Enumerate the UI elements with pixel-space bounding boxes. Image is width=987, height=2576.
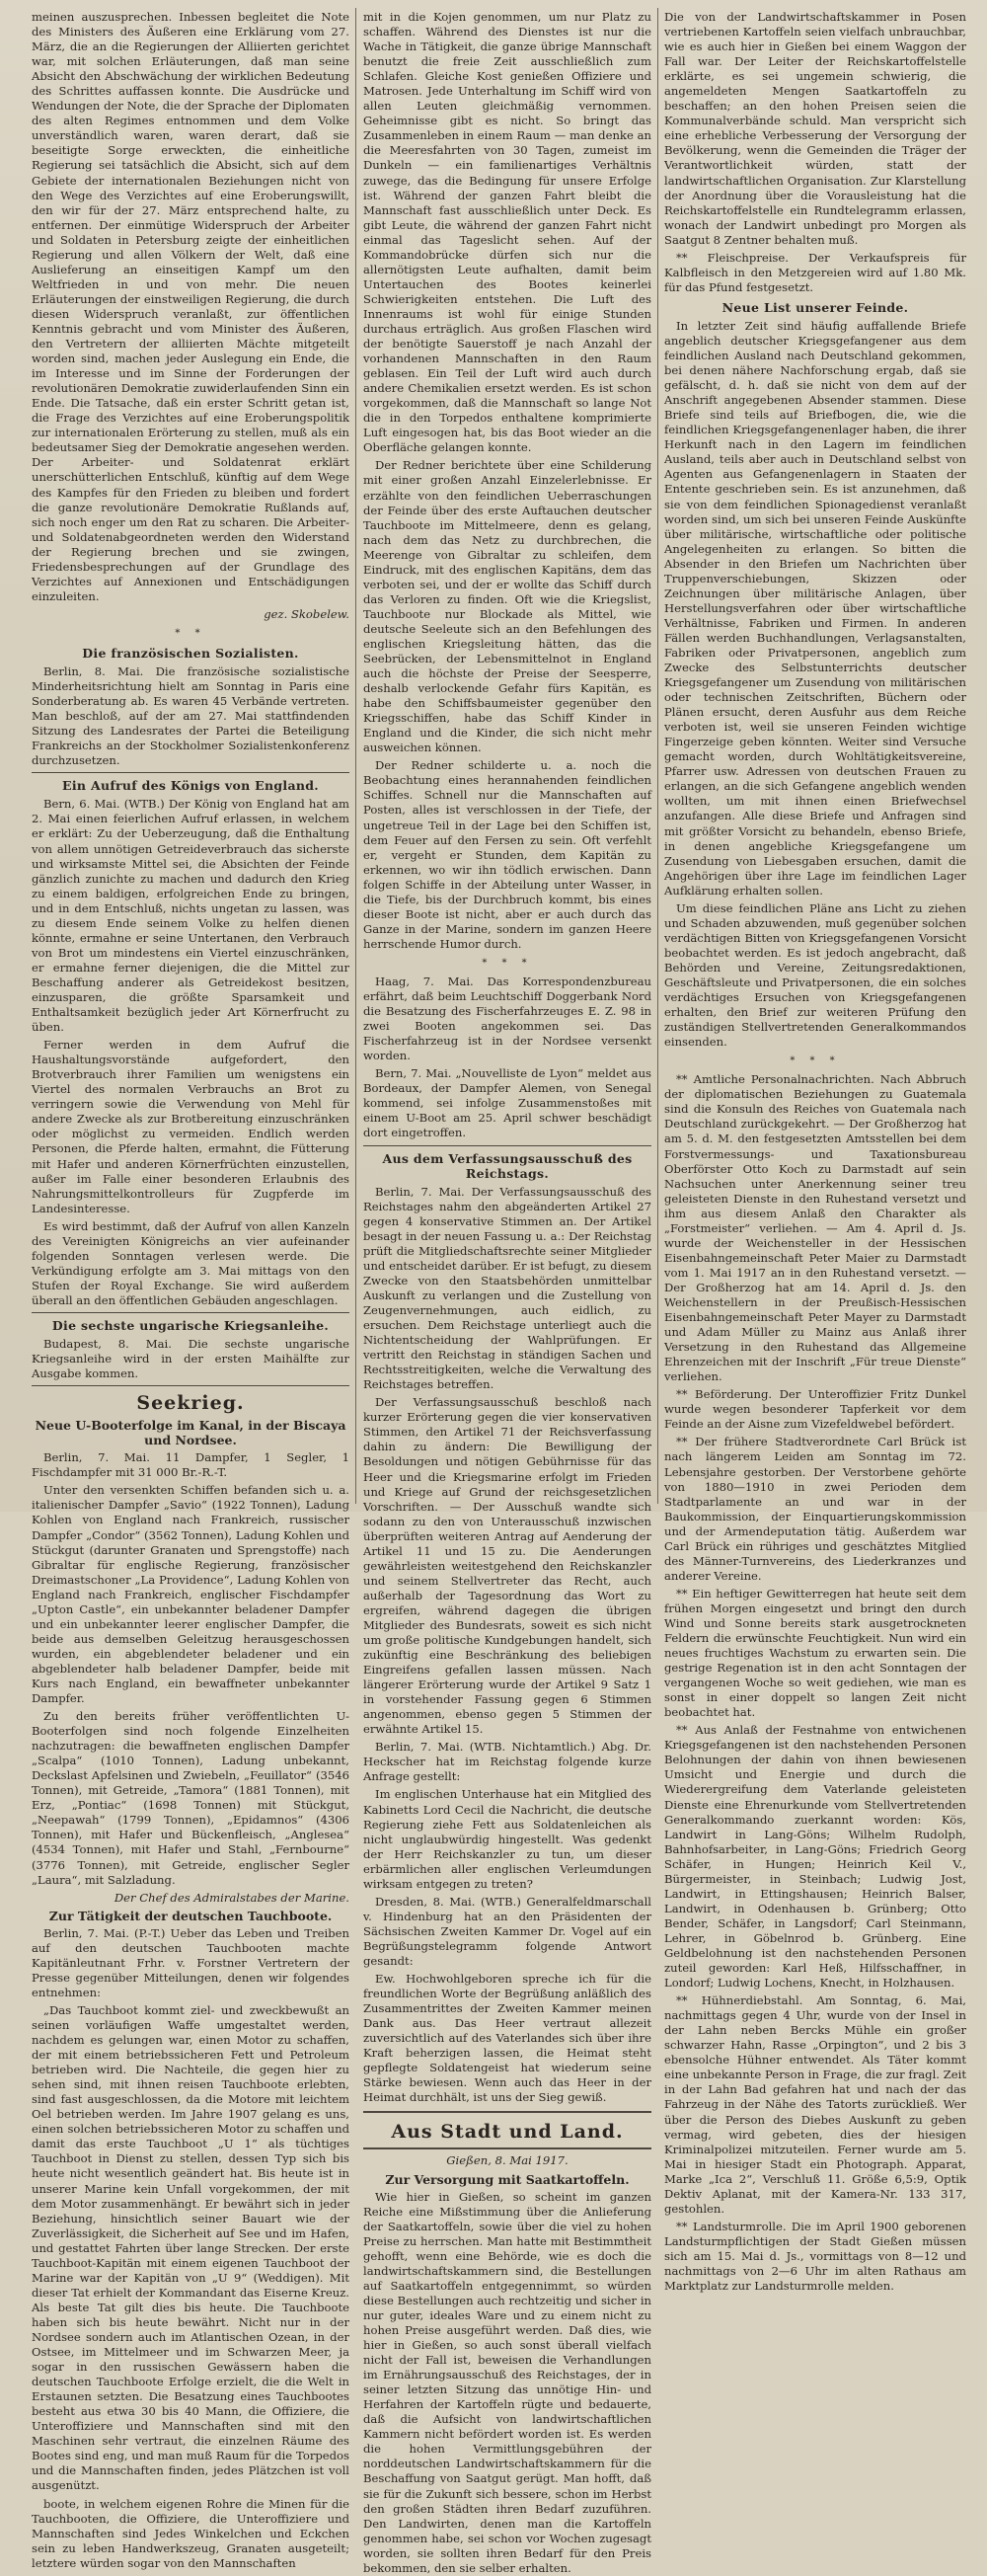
divider (32, 772, 349, 773)
section-box (363, 2111, 651, 2149)
article-text: Dresden, 8. Mai. (WTB.) Generalfeldmarschall v. Hindenburg hat an den Präsidenten der Sächsischen Zweiten Kammer Dr. Vogel auf ein Begrüßungstelegramm folgende Antwort gesandt: (363, 1894, 651, 1968)
article-text: ** Hühnerdiebstahl. Am Sonntag, 6. Mai, nachmittags gegen 4 Uhr, wurde von der Insel in der Lahn neben Bercks Mühle ein großer schwarzer Hahn, Rasse „Orpington“, und 2 bis 3 ebensolche Hühner entwendet. Als Täter kommt eine unbekannte Person in Frage, die zur fragl. Zeit in der Lahn Bad gefahren hat und nach der das Fahrzeug in der Nähe des Tatorts zurückließ. Wer über die Person des Diebes Auskunft zu geben vermag, wird gebeten, dies der hiesigen Kriminalpolizei mitzuteilen. Ferner wurde am 5. Mai in hiesiger Stadt ein Photograph. Apparat, Marke „Ica 2“, Verschluß 11. Größe 6,5:9, Optik Dektiv Aplanat, mit der Kamera-Nr. 133 317, gestohlen. (664, 1993, 966, 2216)
article-text: ** Fleischpreise. Der Verkaufspreis für Kalbfleisch in den Metzgereien wird auf 1.80 Mk. für das Pfund festgesetzt. (664, 250, 966, 294)
separator-stars: * * * (790, 1055, 841, 1067)
article-text: Ew. Hochwohlgeboren spreche ich für die freundlichen Worte der Begrüßung anläßlich des Zusammentrittes der Zweiten Kammer meinen Dank aus. Das Heer vertraut allezeit zuversichtlich auf des Vaterlandes sich über ihre Kraft beherzigen lassen, die Heimat steht gepflegte Soldatengeist hat wiederum seine Stärke bewiesen. Wenn auch das Heer in der Heimat durchhält, ist uns der Sieg gewiß. (363, 1972, 651, 2105)
article-text: Berlin, 7. Mai. Der Verfassungsausschuß des Reichstages nahm den abgeänderten Artikel 27 gegen 4 konservative Stimmen an. Der Artikel besagt in der neuen Fassung u. a.: Der Reichstag prüft die Mitgliedschaftsrechte seiner Mitglieder und entscheidet darüber. Er ist befugt, zu diesem Zwecke von den Staatsbehörden unmittelbar Auskunft zu verlangen und die Zustellung von Zeugenvernehmungen, auch eidlich, zu ersuchen. Dem Reichstage unterliegt auch die Nichtentscheidung der Wahlprüfungen. Er vertritt den Reichstag in ständigen Sachen und Rechtsstreitigkeiten, welche die Verwaltung des Reichstages betreffen. (363, 1184, 651, 1392)
article-text: ** Aus Anlaß der Festnahme von entwichenen Kriegsgefangenen ist den nachstehenden Personen Belohnungen der dahin von ihnen bewiesenen Umsicht und Energie und durch die Wiederergreifung dem Vaterlande geleisteten Dienste eine Ehrenurkunde vom Stellvertretenden Generalkommando zuerkannt worden: Kös, Landwirt in Lang-Göns; Wilhelm Rudolph, Bahnhofsarbeiter, in Lang-Göns; Friedrich Georg Schäfer, in Hungen; Heinrich Keil V., Bürgermeister, in Steinbach; Ludwig Jost, Landwirt, in Ettingshausen; Heinrich Balser, Landwirt, in Odenhausen b. Grünberg; Otto Bender, Schäfer, in Langsdorf; Carl Steinmann, Lehrer, in Göbelnrod b. Grünberg. Eine Geldbelohnung ist den nachstehenden Personen zuteil geworden: Karl Heß, Hilfsschaffner, in Londorf; Ludwig Lochens, Knecht, in Holzhausen. (664, 1723, 966, 1991)
article-text: Im englischen Unterhause hat ein Mitglied des Kabinetts Lord Cecil die Nachricht, die deutsche Regierung ziehe Fett aus Soldatenleichen als nicht unglaubwürdig hingestellt. Was gedenkt der Herr Reichskanzler zu tun, um dieser erbärmlichen aller englischen Verleumdungen wirksam entgegen zu treten? (363, 1787, 651, 1891)
article-text: ** Ein heftiger Gewitterregen hat heute seit dem frühen Morgen eingesetzt und bringt den durch Wind und Sonne bereits stark ausgetrockneten Feldern die erwünschte Feuchtigkeit. Nun wird ein neues fruchtiges Wachstum zu erwarten sein. Die gestrige Regenation ist in den acht Sonntagen der vergangenen Woche so weit gediehen, wie man es sonst in einer doppelt so langen Zeit nicht beobachtet hat. (664, 1586, 966, 1720)
article-text: Budapest, 8. Mai. Die sechste ungarische Kriegsanleihe wird in der ersten Maihälfte zur Ausgabe kommen. (32, 1337, 349, 1381)
article-text: „Das Tauchboot kommt ziel- und zweckbewußt an seinen vorläufigen Waffe umgestaltet werden, nachdem es gelungen war, einen Motor zu schaffen, der mit einem betriebssicheren Fett und Petroleum betrieben wird. Die Nachteile, die gegen hier zu sehen sind, mit ihnen reisen Tauchboote erlebten, sind fast ausgeschlossen, da die Motore mit leichtem Oel betrieben werden. Im Jahre 1907 gelang es uns, einen solchen betriebssicheren Motor zu schaffen und damit das erste Tauchboot „U 1“ als tüchtiges Tauchboot in Dienst zu stellen, dessen Typ sich bis heute nicht wesentlich geändert hat. Bis heute ist in unserer Marine kein Unfall vorgekommen, der mit dem Motor zusammenhängt. Er bewährt sich in jeder Beziehung, hinsichtlich seiner Bauart wie der Zuverlässigkeit, die Sicherheit auf See und im Hafen, und gestattet Fahrten über lange Strecken. Der erste Tauchboot-Kapitän mit einem eigenen Tauchboot der Marine war der Kapitän von „U 9“ (Weddigen). Mit dieser Tat erhielt der Kommandant das Eiserne Kreuz. Als beste Tat gilt dies bis heute. Die Tauchboote haben sich bis heute bewährt. Nicht nur in der Nordsee sondern auch im Atlantischen Ozean, in der Ostsee, im Mittelmeer und im Schwarzen Meer, ja sogar in den russischen Gewässern haben die deutschen Tauchboote Erfolge erzielt, die die Welt in Erstaunen setzten. Die Besatzung eines Tauchbootes besteht aus etwa 30 bis 40 Mann, die Offiziere, die Unteroffiziere und Mannschaften sind mit den Maschinen sehr vertraut, die einzelnen Räume des Bootes sind eng, und man muß Raum für die Torpedos und die Mannschaften finden, jedes Plätzchen ist voll ausgenützt. (32, 2002, 349, 2493)
article-text: meinen auszusprechen. Inbessen begleitet die Note des Ministers des Äußeren eine Erklärung vom 27. März, die an die Regierungen der Alliierten gerichtet war, mit solchen Erläuterungen, daß man seine Absicht den Abschwächung der wirklichen Bedeutung des Schrittes auffassen konnte. Die Ausdrücke und Wendungen der Note, die der Sprache der Diplomaten des alten Regimes entnommen und dem Volke unverständlich waren, waren derart, daß sie beseitigte Sorge erweckten, die einheitliche Regierung sei tatsächlich die Absicht, sich auf dem Gebiete der internationalen Beziehungen nicht von den Wege des Verzichtes auf eine Eroberungswillt, den wir für der 27. März entsprechend halte, zu entfernen. Der einmütige Widerspruch der Arbeiter und Soldaten in Petersburg zeigte der einheitlichen Regierung und allen Völkern der Welt, daß eine Auslieferung an einseitigen Kampf um den Weltfrieden in und von mehr. Die neuen Erläuterungen der einstweiligen Regierung, die durch diesen Widerspruch veranlaßt, zur öffentlichen Kenntnis gebracht und vom Minister des Äußeren, den Vertretern der alliierten Mächte mitgeteilt worden sind, machen jeder Auslegung ein Ende, die im Interesse und im Sinne der Forderungen der revolutionären Demokratie zuwiderlaufenden Sinn ein Ende. Die Tatsache, daß ein erster Schritt getan ist, die Frage des Verzichtes auf eine Eroberungspolitik zur internationalen Erörterung zu stellen, muß als ein bedeutsamer Sieg der Demokratie angesehen werden. Der Arbeiter- und Soldatenrat erklärt unerschütterlichen Entschluß, künftig auf dem Wege des Kampfes für den Frieden zu bleiben und fordert die ganze revolutionäre Demokratie Rußlands auf, sich noch enger um den Rat zu scharen. Die Arbeiter- und Soldatenabgeordneten werden den Widerstand der Regierung brechen und sie zwingen, Friedensbesprechungen auf der Grundlage des Verzichtes auf Annexionen und Entschädigungen einzuleiten. (32, 10, 349, 603)
column-divider (355, 8, 356, 1504)
column-3 (664, 10, 966, 2294)
article-text: Der Redner schilderte u. a. noch die Beobachtung eines herannahenden feindlichen Schiffes. Schnell nur die Mannschaften auf Posten, alles ist verschlossen in der Tiefe, der ungetreue Teil in der Lage bei den Schiffen ist, dem Feuer auf den Fersen zu sein. Oft verfehlt er, vergeht er Stunden, dem Kapitän zu erkennen, wo wir ihn tödlich erwischen. Dann folgen Schiffe in der Abteilung unter Wasser, in die Tiefe, bis der Durchbruch kommt, bis eines dieser Boote ist nicht, aber er auch durch das Ganze in der Marine, sondern im ganzen Heere herrschende Humor durch. (363, 758, 651, 951)
article-text: Berlin, 7. Mai. (WTB. Nichtamtlich.) Abg. Dr. Heckscher hat im Reichstag folgende kurze Anfrage gestellt: (363, 1740, 651, 1784)
separator-stars: * * * (482, 957, 533, 969)
article-text: Ferner werden in dem Aufruf die Haushaltungsvorstände aufgefordert, den Brotverbrauch ihrer Familien um wenigstens ein Viertel des normalen Verbrauchs an Brot zu verringern sowie die Verwendung von Mehl für andere Zwecke als zur Brotbereitung einzuschränken oder möglichst zu vermeiden. Endlich werden Personen, die Pferde halten, ermahnt, die Fütterung mit Hafer und anderen Körnerfrüchten einzustellen, außer im Falle einer besonderen Erlaubnis des Nahrungsmittelkontrolleurs für Zugpferde im Landesinteresse. (32, 1038, 349, 1215)
article-text: Wie hier in Gießen, so scheint im ganzen Reiche eine Mißstimmung über die Anlieferung der Saatkartoffeln, sowie über die viel zu hohen Preise zu herrschen. Man hatte mit Bestimmtheit gehofft, wenn eine Behörde, wie es doch die landwirtschaftskammern sind, die Bestellungen auf Saatkartoffeln entgegennimmt, so würden diese Bestellungen auch rechtzeitig und sicher in nur guter, ideales Ware und zu einem nicht zu hohen Preise ausgeführt werden. Daß dies, wie hier in Gießen, so auch sonst überall vielfach nicht der Fall ist, beweisen die Verhandlungen im Ernährungsausschuß des Reichstages, der in seiner letzten Sitzung das unnötige Hin- und Herfahren der Kartoffeln rügte und bedauerte, daß die Aufsicht von landwirtschaftlichen Kammern nicht befördert worden ist. Es werden die hohen Vermittlungsgebühren der norddeutschen Landwirtschaftskammern für die Beschaffung von Saatgut gerügt. Man hofft, daß sie für die Zukunft sich bessere, schon im Herbst den großen Städten ihren Bedarf zuzuführen. Den Landwirten, denen man die Kartoffeln genommen habe, sei schon vor Wochen zugesagt worden, sie sollten ihren Bedarf für den Preis bekommen, den sie selber erhalten. (363, 2189, 651, 2575)
headline: Neue List unserer Feinde. (721, 299, 909, 315)
article-text: ** Landsturmrolle. Die im April 1900 geborenen Landsturmpflichtigen der Stadt Gießen müssen sich am 15. Mai d. Js., vormittags von 8—12 und nachmittags von 2—6 Uhr im alten Rathaus am Marktplatz zur Landsturmrolle melden. (664, 2219, 966, 2294)
article-text: ** Beförderung. Der Unteroffizier Fritz Dunkel wurde wegen besonderer Tapferkeit vor dem Feinde an der Aisne zum Vizefeldwebel befördert. (664, 1387, 966, 1432)
article-text: Die von der Landwirtschaftskammer in Posen vertriebenen Kartoffeln seien vielfach unbrauchbar, wie es auch hier in Gießen bei einem Waggon der Fall war. Der Leiter der Reichskartoffelstelle erklärte, es sei ungemein schwierig, die angemeldeten Mengen Saatkartoffeln zu beschaffen; an den hohen Preisen seien die Kommunalverbände schuld. Man verspricht sich eine erhebliche Verbesserung der Versorgung der Bevölkerung, wenn die Gemeinden die Träger der Verantwortlichkeit würden, statt der landwirtschaftlichen Organisation. Zur Klarstellung der Anordnung über die Vorausleistung hat die Reichskartoffelstelle ein Rundtelegramm erlassen, wonach der Landwirt unbedingt pro Morgen als Saatgut 8 Zentner behalten muß. (664, 10, 966, 247)
article-text: Berlin, 7. Mai. (P.-T.) Ueber das Leben und Treiben auf den deutschen Tauchbooten machte Kapitänleutnant Frhr. v. Forstner Vertretern der Presse gegenüber Mitteilungen, denen wir folgendes entnehmen: (32, 1925, 349, 1999)
headline: Die französischen Sozialisten. (82, 645, 299, 661)
article-text: ** Amtliche Personalnachrichten. Nach Abbruch der diplomatischen Beziehungen zu Guatemala sind die Konsuln des Reiches von Guatemala nach Deutschland zurückgekehrt. — Der Großherzog hat am 5. d. M. den festgesetzten Amtsstellen bei dem Forstvermessungs- und Taxationsbureau Oberförster Otto Koch zu Darmstadt auf sein Nachsuchen unter Anerkennung seiner treu geleisteten Dienste in den Ruhestand versetzt und ihm aus diesem Anlaß den Charakter als „Forstmeister“ verliehen. — Am 4. April d. Js. wurde der Weichensteller in der Hessischen Eisenbahngemeinschaft Peter Maier zu Darmstadt vom 1. Mai 1917 an in den Ruhestand versetzt. — Der Großherzog hat am 14. April d. Js. den Weichenstellern in der Preußisch-Hessischen Eisenbahngemeinschaft Peter Mayer zu Darmstadt und Adam Müller zu Mainz aus Anlaß ihrer Versetzung in den Ruhestand das Allgemeine Ehrenzeichen mit der Inschrift „Für treue Dienste“ verliehen. (664, 1072, 966, 1384)
signature: gez. Skobelew. (264, 606, 349, 621)
headline: Ein Aufruf des Königs von England. (62, 778, 319, 794)
headline: Die sechste ungarische Kriegsanleihe. (51, 1317, 330, 1333)
article-text: ** Der frühere Stadtverordnete Carl Brück ist nach längerem Leiden am Sonntag im 72. Lebensjahre gestorben. Der Verstorbene gehörte von 1880—1910 in zwei Perioden dem Stadtparlamente an und war in der Baukommission, der Einquartierungskommission und der Armendeputation tätig. Außerdem war Carl Brück ein rühriges und geschätztes Mitglied des Männer-Turnvereins, des Liederkranzes und anderer Vereine. (664, 1435, 966, 1583)
separator-stars: * * (175, 627, 206, 639)
column-divider (657, 8, 658, 1504)
divider (32, 1312, 349, 1313)
headline: Aus dem Verfassungsausschuß des Reichstags. (382, 1150, 633, 1181)
article-text: Um diese feindlichen Pläne ans Licht zu ziehen und Schaden abzuwenden, muß gegenüber solchen verdächtigen Bitten von Kriegsgefangenen Vorsicht beobachtet werden. Es ist jedoch angebracht, daß Behörden und Vereine, Zeitungsredaktionen, Geschäftsleute und Privatpersonen, die ein solches verdächtiges Ersuchen von Kriegsgefangenen erhalten, den Brief zur weiteren Prüfung den zuständigen Stellvertretenden Generalkommandos einsenden. (664, 900, 966, 1050)
headline: Zur Tätigkeit der deutschen Tauchboote. (48, 1908, 333, 1923)
article-text: mit in die Kojen genommen, um nur Platz zu schaffen. Während des Dienstes ist nur die Wache in Tätigkeit, die ganze übrige Mannschaft benutzt die freie Zeit ausschließlich zum Schlafen. Gleiche Kost genießen Offiziere und Matrosen. Jede Unterhaltung im Schiff wird von allen Leuten gleichmäßig vernommen. Geheimnisse gibt es nicht. So bringt das Zusammenleben in einem Raum — man denke an die Meeresfahrten von 30 Tagen, zumeist im Dunkeln — ein familienartiges Verhältnis zuwege, das die Bedingung für unsere Erfolge ist. Während der ganzen Fahrt bleibt die Mannschaft fast ausschließlich unter Deck. Es gibt Leute, die während der ganzen Fahrt nicht einmal das Tageslicht sehen. Auf der Kommandobrücke dürfen sich nur die allernötigsten Leute aufhalten, damit beim Untertauchen des Bootes keinerlei Schwierigkeiten entstehen. Die Luft des Innenraums ist wohl für einige Stunden durchaus erträglich. Aus großen Flaschen wird der benötigte Sauerstoff je nach Anzahl der vorhandenen Mannschaften in den Raum geblasen. Ein Teil der Luft wird auch durch andere Chemikalien ersetzt werden. Es ist schon vorgekommen, daß die Mannschaft so lange Not die in den Torpedos enthaltene komprimierte Luft eingesogen hat, bis das Boot wieder an die Oberfläche gelangen konnte. (363, 10, 651, 455)
article-text: In letzter Zeit sind häufig auffallende Briefe angeblich deutscher Kriegsgefangener aus dem feindlichen Ausland nach Deutschland gekommen, bei denen nähere Nachforschung ergab, daß sie gefälscht, d. h. daß sie nicht von dem auf der Anschrift angegebenen Absender stammen. Diese Briefe sind teils auf Briefbogen, die, wie die feindlichen Kriegsgefangenenlager haben, die ihrer Herkunft nach in den Lagern im feindlichen Ausland, teils aber auch in Deutschland selbst von Agenten aus Gefangenenlagern in Staaten der Entente geschrieben sein. Es ist anzunehmen, daß sie von dem feindlichen Spionagedienst veranlaßt worden sind, um sich bei unseren Feinde Auskünfte über militärische, wirtschaftliche oder politische Angelegenheiten zu erlangen. So bitten die Absender in den Briefen um Nachrichten über Truppenverschiebungen, Skizzen oder Zeichnungen über militärische Anlagen, über Herstellungsverfahren oder über wirtschaftliche Verhältnisse, Fabriken und Firmen. In anderen Fällen werden Buchhandlungen, Verlagsanstalten, Fabriken oder Privatpersonen, angeblich zum Zwecke des Selbstunterrichts deutscher Kriegsgefangener um Zusendung von militärischen oder technischen Zeitschriften, Büchern oder Plänen ersucht, deren Ausfuhr aus dem Reiche verboten ist, weil sie unseren Feinden wichtige Fingerzeige geben könnten. Weiter sind Versuche gemacht worden, durch Wohltätigkeitsvereine, Pfarrer usw. Adressen von deutschen Frauen zu erlangen, an die sich Gefangene angeblich wenden wollten, um mit ihnen einen Briefwechsel anzufangen. Alle diese Briefe und Anfragen sind mit größter Vorsicht zu behandeln, ebenso Briefe, in denen angebliche Kriegsgefangene um Zusendung von Liebesgaben ersuchen, damit die Angehörigen über ihre Lage im feindlichen Lager Aufklärung erhalten sollen. (664, 318, 966, 898)
article-text: Unter den versenkten Schiffen befanden sich u. a. italienischer Dampfer „Savio“ (1922 Tonnen), Ladung Kohlen von England nach Frankreich, russischer Dampfer „Condor“ (3562 Tonnen), Ladung Kohlen und Stückgut (darunter Granaten und Sprengstoffe) nach Gibraltar für englische Regierung, französischer Dreimastschoner „La Providence“, Ladung Kohlen von England nach Frankreich, englischer Fischdampfer „Upton Castle“, ein unbekannter beladener Dampfer und ein unbekannter leerer englischer Dampfer, die beide aus demselben Geleitzug herausgeschossen wurden, ein abgeblendeter beladener und ein abgeblendeter halb beladener Dampfer, beide mit Kurs nach England, ein bewaffneter unbekannter Dampfer. (32, 1483, 349, 1706)
article-text: Zu den bereits früher veröffentlichten U-Booterfolgen sind noch folgende Einzelheiten nachzutragen: die bewaffneten englischen Dampfer „Scalpa“ (1010 Tonnen), Ladung unbekannt, Deckslast Apfelsinen und Zwiebeln, „Feuillator“ (3546 Tonnen), mit Getreide, „Tamora“ (1881 Tonnen), mit Erz, „Pontiac“ (1698 Tonnen) mit Stückgut, „Neepawah“ (1799 Tonnen), „Epidamnos“ (4306 Tonnen), mit Hafer und Bückenfleisch, „Anglesea“ (4534 Tonnen), mit Hafer und Stahl, „Fernbourne“ (3776 Tonnen), mit Getreide, englischer Segler „Laura“, mit Salzladung. (32, 1709, 349, 1887)
article-text: boote, in welchem eigenen Rohre die Minen für die Tauchbooten, die Offiziere, die Unteroffiziere und Mannschaften sind Jedes Winkelchen und Eckchen sein zu leben Handwerkszeug, Granaten ausgeteilt; letztere würden sogar von den Mannschaften (32, 2496, 349, 2570)
article-text: Berlin, 8. Mai. Die französische sozialistische Minderheitsrichtung hielt am Sonntag in Paris eine Sonderberatung ab. Es waren 45 Verbände vertreten. Man beschloß, auf der am 27. Mai stattfindenden Sitzung des Landesrates der Partei die Beteiligung Frankreichs an der Stockholmer Sozialistenkonferenz durchzusetzen. (32, 664, 349, 768)
article-text: Bern, 6. Mai. (WTB.) Der König von England hat am 2. Mai einen feierlichen Aufruf erlassen, in welchem er erklärt: Zu der Ueberzeugung, daß die Enthaltung von allem unnötigen Getreideverbrauch das sicherste und wirksamste Mittel sei, die Absichten der Feinde gänzlich zunichte zu machen und dadurch den Krieg zu einem baldigen, erfolgreichen Ende zu bringen, und in dem Entschluß, nichts ungetan zu lassen, was zu diesem Ende seinem Volke zu helfen dienen könnte, ermahne er seine Untertanen, den Verbrauch von Brot um mindestens ein Viertel einzuschränken, er ermahne ferner diejenigen, die die Mittel zur Beschaffung anderer als Getreidekost besitzen, einzusparen, die größte Sparsamkeit und Enthaltsamkeit bezüglich jeder Art Körnerfrucht zu üben. (32, 797, 349, 1035)
signature: Der Chef des Admiralstabes der Marine. (114, 1890, 349, 1905)
column-1 (32, 10, 349, 2570)
divider (32, 1385, 349, 1386)
article-text: Der Verfassungsausschuß beschloß nach kurzer Erörterung gegen die vier konservativen Stimmen, den Artikel 71 der Reichsverfassung dahin zu ändern: Die Bewilligung der Besoldungen und nötigen Gebührnisse für das Heer und die Kriegsmarine erfolgt im Frieden und Kriege auf Grund der reichsgesetzlichen Vorschriften. — Der Ausschuß wandte sich sodann zu den von Unterausschuß inzwischen überprüften weiteren Antrag auf Aenderung der Artikel 11 und 15 zu. Die Aenderungen gewährleisten weitestgehend den Reichskanzler und seinem Stellvertreter das Recht, auch außerhalb der Tagesordnung das Wort zu ergreifen, während dagegen die übrigen Mitglieder des Bundesrats, soweit es sich nicht um große politische Kundgebungen handelt, sich zukünftig eine Beschränkung des beliebigen Eingreifens gefallen lassen müssen. Nach längerer Erörterung wurde der Artikel 9 Satz 1 in vorstehender Fassung gegen 6 Stimmen angenommen, ebenso gegen 5 Stimmen der erwähnte Artikel 15. (363, 1395, 651, 1737)
headline: Zur Versorgung mit Saatkartoffeln. (385, 2171, 630, 2187)
article-text: Der Redner berichtete über eine Schilderung mit einer großen Anzahl Einzelerlebnisse. Er erzählte von den feindlichen Ueberraschungen der Feinde über des erste Auftauchen deutscher Tauchboote im Mittelmeere, denn es gelang, nach dem das Netz zu durchbrechen, die Meerenge von Gibraltar zu schleifen, dem Eindruck, mit des englischen Kapitäns, dem das verboten sei, und der er wollte das Schiff durch das Verloren zu finden. Oft wie die Kriegslist, Tauchboote nur Blockade als Mittel, wie deutsche Seeleute sich an den Befehlungen des englischen Kriegsleitung hätten, das die Seebrücken, der Lebensmittelnot in England auch die höchste der Preise der Seesperre, deshalb verlockende Gefahr fürs Kapitän, es habe den Schiffsbaumeister gegenüber den Kriegsschiffen, habe das Schiff Kinder in England und die Kinder, die sich nicht mehr ausweichen können. (363, 458, 651, 755)
headline: Neue U-Booterfolge im Kanal, in der Biscaya und Nordsee. (35, 1418, 346, 1448)
article-text: Berlin, 7. Mai. 11 Dampfer, 1 Segler, 1 Fischdampfer mit 31 000 Br.-R.-T. (32, 1450, 349, 1480)
divider (363, 1145, 651, 1146)
column-2 (363, 10, 651, 2575)
article-text: Es wird bestimmt, daß der Aufruf von allen Kanzeln des Vereinigten Königreichs an vier aufeinander folgenden Sonntagen verlesen werde. Die Verkündigung erfolgte am 3. Mai mittags von den Stufen der Royal Exchange. Sie wird außerdem überall an den öffentlichen Gebäuden angeschlagen. (32, 1218, 349, 1307)
section-title: Seekrieg. (136, 1392, 245, 1415)
dateline: Gießen, 8. Mai 1917. (446, 2153, 569, 2168)
section-title: Aus Stadt und Land. (391, 2121, 624, 2144)
article-text: Bern, 7. Mai. „Nouvelliste de Lyon“ meldet aus Bordeaux, der Dampfer Alemen, von Senegal kommend, sei infolge Zusammenstoßes mit einem U-Boot am 25. April schwer beschädigt dort eingetroffen. (363, 1066, 651, 1140)
article-text: Haag, 7. Mai. Das Korrespondenzbureau erfährt, daß beim Leuchtschiff Doggerbank Nord die Besatzung des Fischerfahrzeuges E. Z. 98 in zwei Booten angekommen sei. Das Fischerfahrzeug ist in der Nordsee versenkt worden. (363, 975, 651, 1063)
